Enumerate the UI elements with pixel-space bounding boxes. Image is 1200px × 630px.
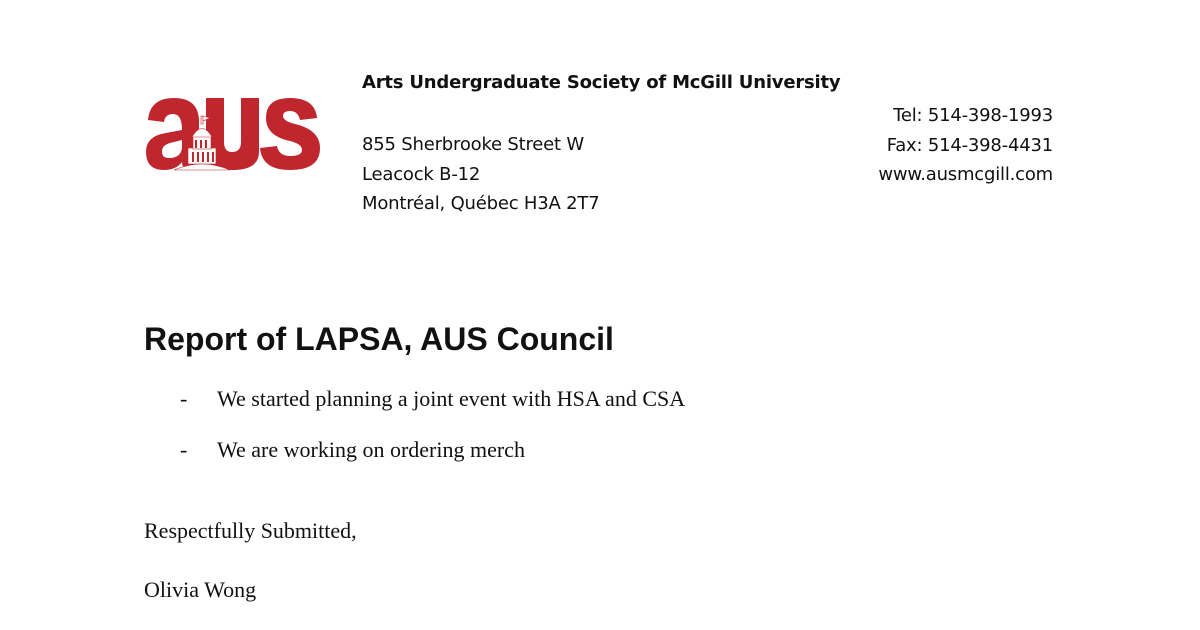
bullet-marker: - (180, 386, 188, 411)
aus-logo (144, 90, 322, 174)
closing-line: Respectfully Submitted, (144, 518, 357, 543)
bullet-text: We are working on ordering merch (217, 437, 525, 462)
report-title: Report of LAPSA, AUS Council (144, 321, 614, 357)
address-block (362, 130, 599, 219)
bullet-text: We started planning a joint event with HSA and CSA (217, 386, 686, 411)
signer-name: Olivia Wong (144, 577, 257, 602)
contact-block (878, 101, 1053, 190)
address-room: Leacock B-12 (362, 163, 481, 185)
address-street: 855 Sherbrooke Street W (362, 134, 585, 155)
contact-phone: Tel: 514-398-1993 (893, 105, 1053, 126)
organization-name: Arts Undergraduate Society of McGill University (362, 72, 841, 93)
contact-fax: Fax: 514-398-4431 (886, 134, 1053, 156)
logo-letter-s (260, 98, 320, 170)
address-city: Montréal, Québec H3A 2T7 (362, 193, 600, 214)
bullet-marker: - (180, 437, 188, 462)
contact-website: www.ausmcgill.com (878, 164, 1053, 185)
